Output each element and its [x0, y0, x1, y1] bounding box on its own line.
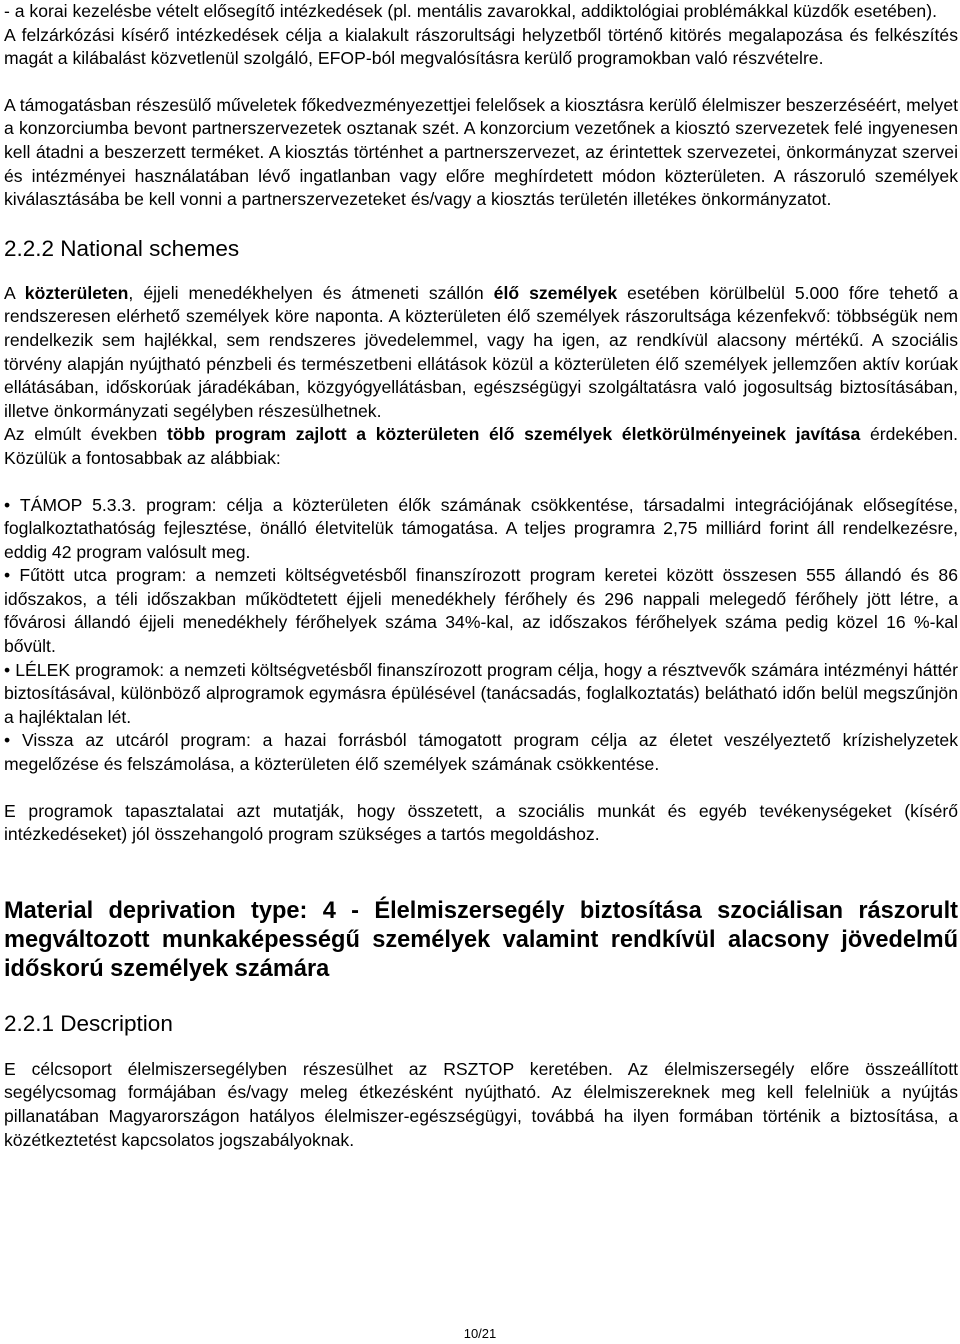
national-schemes-heading: 2.2.2 National schemes: [4, 235, 240, 261]
intro-catch-up-measures: A felzárkózási kísérő intézkedések célja a kialakult rászorultsági helyzetből történő kitörés megalapozása és felkészítés magát a kilábalást közvetlenül szolgáló, EFOP-ból megvalósításra kerülő programokban való részvételre.: [4, 24, 958, 69]
intro-line-early-care: - a korai kezelésbe vételt elősegítő intézkedések (pl. mentális zavarokkal, addiktológiai problémákkal küzdők esetében).: [4, 1, 937, 21]
spacer: [4, 984, 958, 1010]
bold-term-living-persons: élő személyek: [493, 282, 618, 303]
page-number: 10/21: [463, 1326, 497, 1341]
bullet-back-from-street: • Vissza az utcáról program: a hazai forrásból támogatott program célja az életet veszélyeztető krízishelyzetek megelőzése és felszámolása, a közterületen élő személyek számának csökkentése.: [4, 730, 958, 775]
material-deprivation-title: [4, 897, 958, 984]
bullet-heated-street: • Fűtött utca program: a nemzeti költségvetésből finanszírozott program keretei között összesen 555 állandó és 86 időszakos, a téli időszakban működtetett éjjeli menedékhely férőhely és 296 nappali melegedő férőhely jött létre, a fővárosi állandó éjjeli menedékhely férőhelyek száma 34%-kal, az időszakos férőhelyek száma pedig közel 16 %-kal bővült.: [4, 565, 958, 657]
text-run: érdekében. Közülük a fontosabbak az alábbiak:: [4, 424, 958, 468]
title-rest: Élelmiszersegély biztosítása szociálisan rászorult megváltozott munkaképességű személyek valamint rendkívül alacsony jövedelmű időskorú személyek számára: [4, 897, 958, 982]
support-paragraph: A támogatásban részesülő műveletek főkedvezményezettjei felelősek a kiosztásra kerülő élelmiszer beszerzéséért, melyet a konzorciumba bevont partnerszervezetek osztanak szét. A konzorcium vezetőnek a kiosztó szervezetek felé ingyenesen kell átadni a beszerzett terméket. A kiosztás történhet a partnerszervezet, az érintettek szervezetei, önkormányzat szervei és intézményei használatában lévő ingatlanban vagy előre meghírdetett módon közterületen. A rászoruló személyek kiválasztásába be kell vonni a partnerszervezeteket és/vagy a kiosztás területén illetékes önkormányzatot.: [4, 94, 958, 210]
description-paragraph: E célcsoport élelmiszersegélyben részesülhet az RSZTOP keretében. Az élelmiszersegély előre összeállított segélycsomag formájában és/vagy meleg étkezésként nyújtható. Az élelmiszereknek meg kell felelniük a nyújtás pillanatában Magyarországon hatályos élelmiszer-egészségügyi, továbbá ha ilyen formában történik a biztosítása, a közétkeztetést kapcsolatos jogszabályoknak.: [4, 1058, 958, 1150]
title-bold-part: Material deprivation type: 4 -: [4, 897, 360, 924]
text-run: esetében körülbelül 5.000 főre tehető a rendszeresen elérhető személyek köre naponta. A közterületen élő személyek rászorultsága kézenfekvő: többségük nem rendelkezik sem hajlékkal, sem rendszeres jövedelemmel, vagy ha igen, az rendkívül alacsony mértékű. A szociális törvény alapján nyújtható pénzbeli és természetbeni ellátások közül a közterületen élő személyek jellemzően aktív korúak ellátásában, időskorúak járadékában, közgyógyellátásban, egészségügyi szolgáltatásra való jogosultság biztosításában, illetve önkormányzati segélyben részesülhetnek.: [4, 282, 958, 421]
spacer: [4, 212, 958, 235]
spacer: [4, 1038, 958, 1058]
bullet-lelek: • LÉLEK programok: a nemzeti költségvetésből finanszírozott program célja, hogy a résztvevők számára intézményi háttér biztosításával, különböző alprogramok egymásra épülésével (tanácsadás, foglalkoztatás) belátható időn belül megszűnjön a hajléktalan lét.: [4, 659, 958, 727]
text-run: Az elmúlt években: [4, 424, 167, 445]
text-run: A: [4, 282, 25, 303]
programs-intro-paragraph: [4, 423, 958, 470]
spacer: [4, 71, 958, 94]
national-schemes-paragraph: [4, 282, 958, 424]
spacer: [4, 471, 958, 494]
spacer: [4, 847, 958, 897]
bold-programs-phrase: több program zajlott a közterületen élő személyek életkörülményeinek javítása: [166, 424, 861, 445]
document-page: [4, 0, 958, 1152]
spacer: [4, 777, 958, 800]
spacer: [4, 263, 958, 282]
description-heading: 2.2.1 Description: [4, 1010, 173, 1036]
bullet-tamop: • TÁMOP 5.3.3. program: célja a közterületen élők számának csökkentése, társadalmi integrációjának elősegítése, foglalkoztathatóság fejlesztése, önálló életvitelük támogatása. A teljes programra 2,75 milliárd forint áll rendelkezésre, eddig 42 program valósult meg.: [4, 494, 958, 562]
text-run: , éjjeli menedékhelyen és átmeneti szállón: [128, 282, 494, 303]
bold-term-public-space: közterületen: [24, 282, 129, 303]
conclusion-paragraph: E programok tapasztalatai azt mutatják, hogy összetett, a szociális munkát és egyéb tevékenységeket (kísérő intézkedéseket) jól összehangoló program szükséges a tartós megoldáshoz.: [4, 800, 958, 845]
